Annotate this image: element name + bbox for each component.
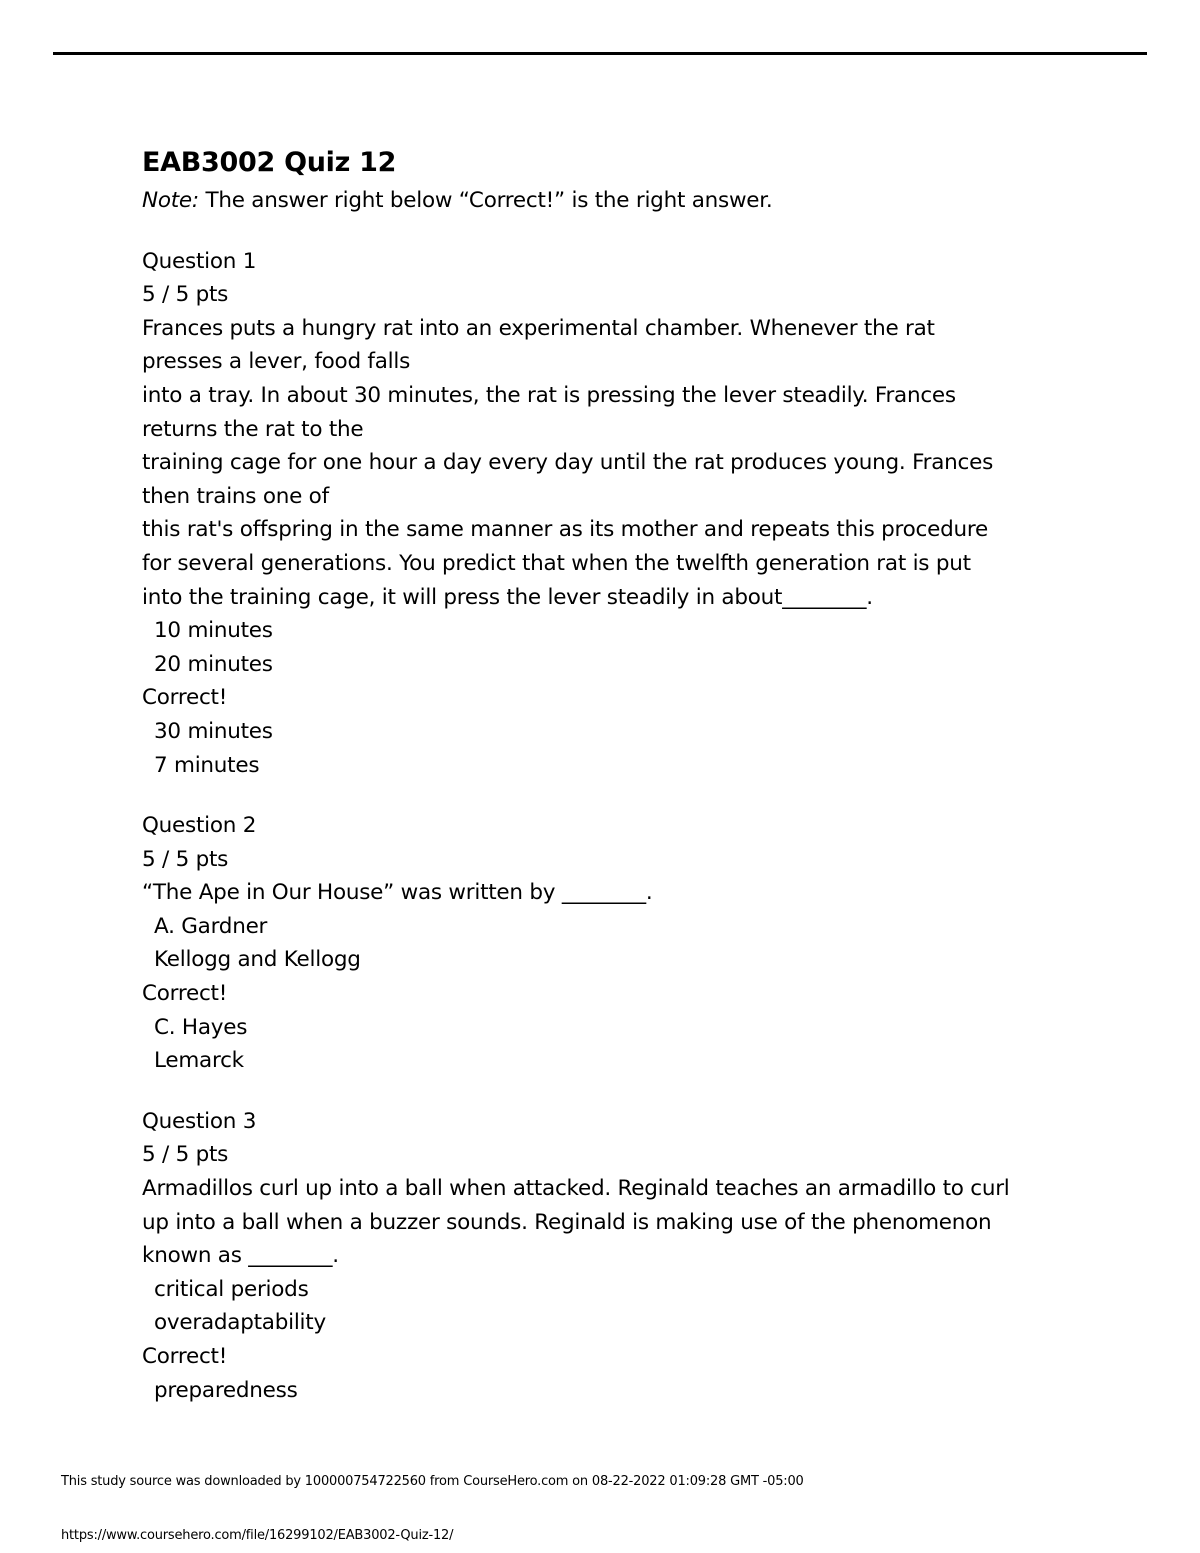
page-title: EAB3002 Quiz 12 — [142, 147, 397, 178]
question-points: 5 / 5 pts — [142, 846, 229, 872]
prompt-line: presses a lever, food falls — [142, 349, 411, 375]
correct-label: Correct! — [142, 1344, 228, 1369]
question-heading: Question 2 — [142, 813, 257, 839]
answer-option: Kellogg and Kellogg — [154, 947, 361, 973]
prompt-line: returns the rat to the — [142, 416, 364, 442]
question-heading: Question 1 — [142, 248, 257, 274]
note-text: The answer right below “Correct!” is the right answer. — [198, 188, 773, 213]
answer-option-correct: C. Hayes — [154, 1014, 248, 1040]
prompt-line: training cage for one hour a day every day until the rat produces young. Frances — [142, 450, 994, 476]
answer-option-correct: preparedness — [154, 1377, 298, 1403]
question-3 — [142, 1105, 1072, 1407]
prompt-line: into the training cage, it will press the lever steadily in about________. — [142, 584, 873, 610]
prompt-line: known as ________. — [142, 1243, 339, 1269]
prompt-line: into a tray. In about 30 minutes, the rat is pressing the lever steadily. Frances — [142, 382, 956, 408]
answer-option: A. Gardner — [154, 913, 268, 939]
answer-option: 10 minutes — [154, 618, 273, 644]
prompt-line: up into a ball when a buzzer sounds. Reginald is making use of the phenomenon — [142, 1209, 992, 1235]
document-body — [142, 142, 1072, 1407]
download-source-note: This study source was downloaded by 100000754722560 from CourseHero.com on 08-22-2022 01:09:28 GMT -05:00 — [61, 1474, 804, 1489]
answer-option-correct: 30 minutes — [154, 718, 273, 744]
source-url-link[interactable]: https://www.coursehero.com/file/16299102/EAB3002-Quiz-12/ — [61, 1528, 454, 1543]
answer-option: 20 minutes — [154, 651, 273, 677]
question-points: 5 / 5 pts — [142, 282, 229, 308]
prompt-line: for several generations. You predict that when the twelfth generation rat is put — [142, 550, 971, 576]
top-rule — [53, 52, 1147, 55]
answer-option: 7 minutes — [154, 752, 260, 778]
answer-option: critical periods — [154, 1276, 309, 1302]
question-1 — [142, 245, 1072, 783]
note-line — [142, 184, 1072, 218]
answer-option: Lemarck — [154, 1048, 244, 1074]
answer-option: overadaptability — [154, 1310, 326, 1336]
correct-label: Correct! — [142, 685, 228, 711]
note-label: Note: — [142, 188, 199, 213]
prompt-line: “The Ape in Our House” was written by ________. — [142, 880, 653, 906]
prompt-line: Armadillos curl up into a ball when attacked. Reginald teaches an armadillo to curl — [142, 1176, 1010, 1202]
prompt-line: then trains one of — [142, 483, 329, 509]
correct-label: Correct! — [142, 981, 228, 1007]
question-points: 5 / 5 pts — [142, 1142, 229, 1168]
prompt-line: this rat's offspring in the same manner as its mother and repeats this procedure — [142, 517, 988, 543]
prompt-line: Frances puts a hungry rat into an experimental chamber. Whenever the rat — [142, 315, 935, 341]
question-2 — [142, 809, 1072, 1078]
question-heading: Question 3 — [142, 1108, 257, 1134]
